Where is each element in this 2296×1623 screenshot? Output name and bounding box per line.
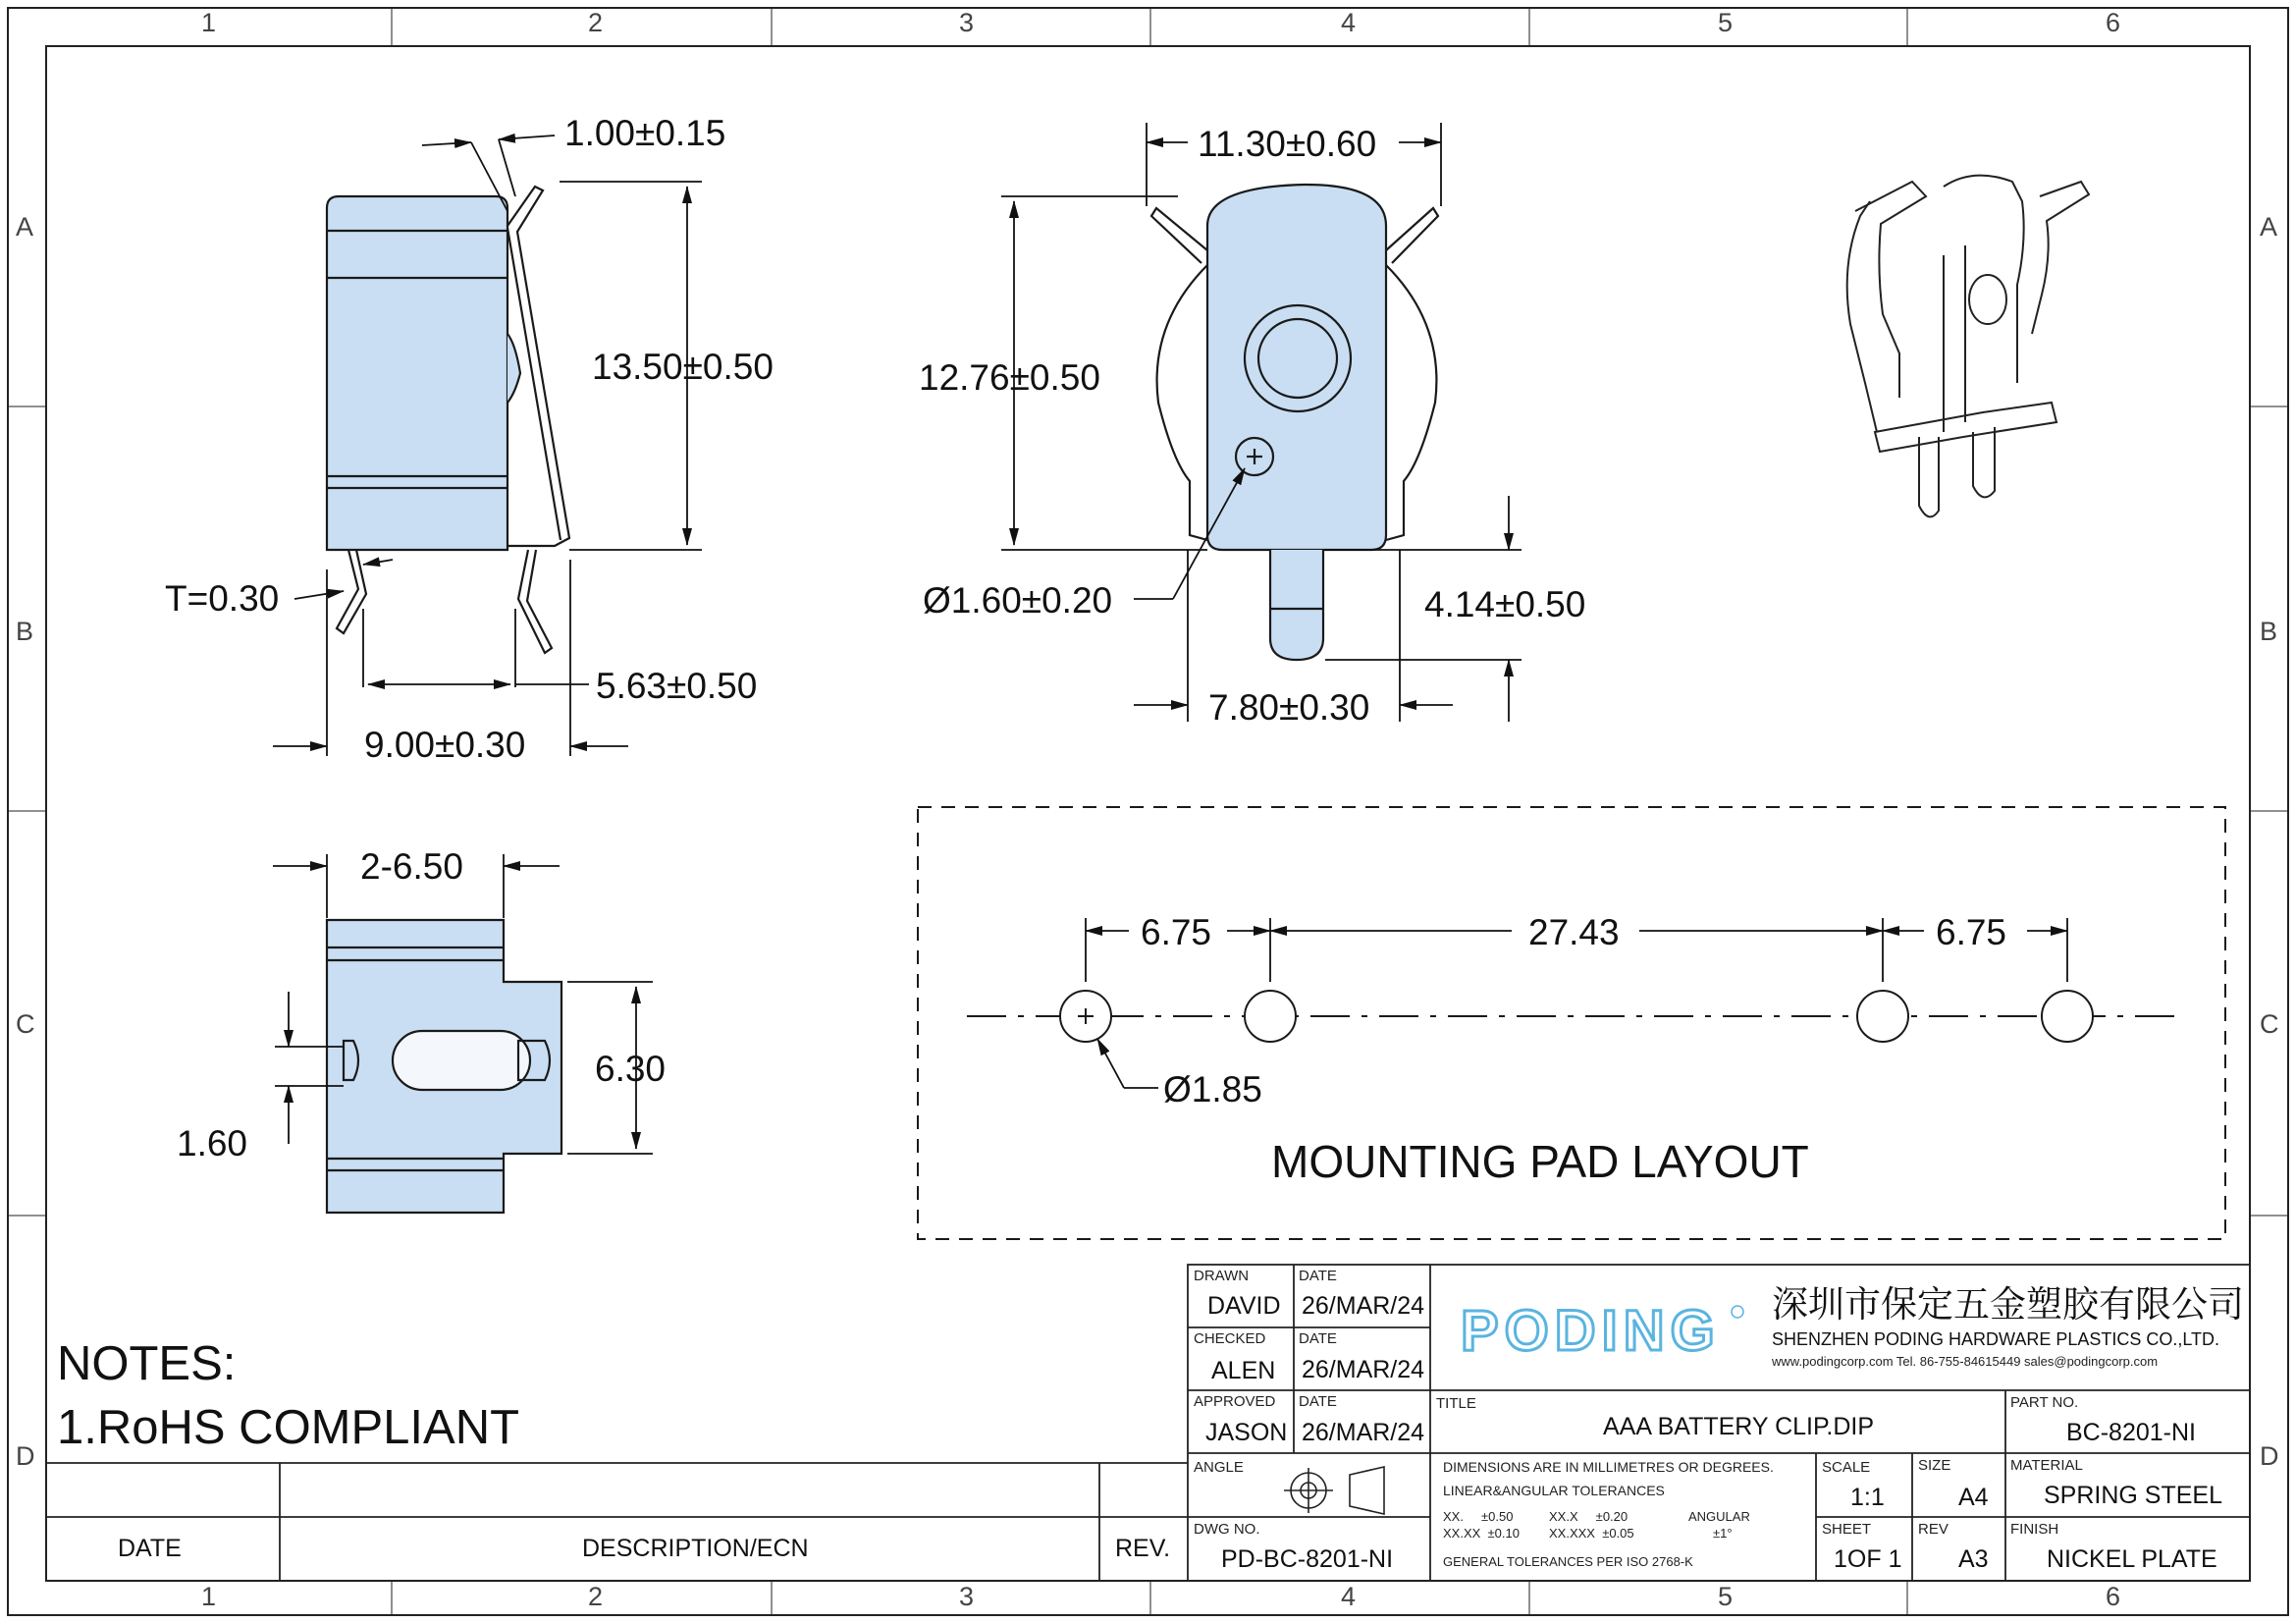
drawn-value: DAVID — [1207, 1292, 1281, 1320]
approved-value: JASON — [1205, 1419, 1288, 1446]
zone-col-1-bottom: 1 — [201, 1582, 217, 1611]
zone-col-6-top: 6 — [2106, 8, 2121, 37]
zone-row-c-left: C — [16, 1009, 35, 1039]
rev-date-header: DATE — [118, 1535, 182, 1562]
dim-material-t: T=0.30 — [165, 578, 280, 619]
logo-graphic — [1461, 1299, 1743, 1363]
dwg-no-label: DWG NO. — [1194, 1521, 1260, 1538]
material-value: SPRING STEEL — [2044, 1482, 2222, 1509]
finish-value: NICKEL PLATE — [2047, 1545, 2217, 1573]
checked-value: ALEN — [1211, 1357, 1276, 1384]
sheet-label: SHEET — [1822, 1521, 1872, 1538]
scale-value: 1:1 — [1850, 1484, 1885, 1511]
drawn-date-value: 26/MAR/24 — [1302, 1292, 1425, 1320]
drawn-label: DRAWN — [1194, 1268, 1250, 1284]
front-view — [1151, 185, 1438, 660]
tolerance-angle-value: ±1° — [1713, 1526, 1733, 1541]
approved-label: APPROVED — [1194, 1393, 1276, 1410]
part-no-label: PART NO. — [2010, 1394, 2079, 1411]
company-contact: www.podingcorp.com Tel. 86-755-84615449 sales@podingcorp.com — [1772, 1354, 2159, 1369]
pad-layout-title: MOUNTING PAD LAYOUT — [1271, 1136, 1809, 1187]
title-label: TITLE — [1436, 1395, 1476, 1412]
zone-row-d-left: D — [16, 1441, 35, 1471]
dwg-no-value: PD-BC-8201-NI — [1221, 1545, 1394, 1573]
revision-block — [46, 1463, 1188, 1581]
zone-col-4-top: 4 — [1341, 8, 1357, 37]
size-label: SIZE — [1918, 1457, 1951, 1474]
angle-label: ANGLE — [1194, 1459, 1244, 1476]
approved-date-label: DATE — [1299, 1393, 1337, 1410]
tolerance-note-1: DIMENSIONS ARE IN MILLIMETRES OR DEGREES. — [1443, 1459, 1774, 1475]
zone-col-1-top: 1 — [201, 8, 217, 37]
notes-line-1: 1.RoHS COMPLIANT — [57, 1401, 520, 1454]
dim-pad-diameter: Ø1.85 — [1163, 1069, 1262, 1109]
rev-rev-header: REV. — [1115, 1535, 1171, 1562]
rev-label: REV — [1918, 1521, 1949, 1538]
company-name-cn: 深圳市保定五金塑胶有限公司 — [1772, 1284, 2244, 1325]
dim-side-thickness: 1.00±0.15 — [564, 113, 726, 153]
part-no-value: BC-8201-NI — [2066, 1419, 2196, 1446]
dim-pad-left: 6.75 — [1141, 912, 1212, 952]
dim-pin-spacing: 7.80±0.30 — [1208, 687, 1370, 728]
zone-row-a-left: A — [16, 212, 34, 242]
zone-col-5-top: 5 — [1718, 8, 1734, 37]
tolerance-note-2: LINEAR&ANGULAR TOLERANCES — [1443, 1483, 1665, 1498]
dim-pad-right: 6.75 — [1936, 912, 2007, 952]
dim-side-height: 13.50±0.50 — [592, 347, 774, 387]
side-view — [327, 187, 569, 653]
tolerance-angular-label: ANGULAR — [1688, 1509, 1750, 1524]
sheet-value: 1OF 1 — [1834, 1545, 1902, 1573]
checked-date-value: 26/MAR/24 — [1302, 1356, 1425, 1383]
zone-col-6-bottom: 6 — [2106, 1582, 2121, 1611]
dim-side-inner-width: 5.63±0.50 — [596, 666, 758, 706]
dim-pad-center: 27.43 — [1528, 912, 1620, 952]
tolerance-general: GENERAL TOLERANCES PER ISO 2768-K — [1443, 1554, 1693, 1569]
rev-value: A3 — [1958, 1545, 1989, 1573]
zone-col-2-top: 2 — [588, 8, 604, 37]
drawing-title: AAA BATTERY CLIP.DIP — [1603, 1413, 1875, 1440]
scale-label: SCALE — [1822, 1459, 1871, 1476]
tolerance-xxxxx: XX.XXX ±0.05 — [1549, 1526, 1634, 1541]
material-label: MATERIAL — [2010, 1457, 2083, 1474]
zone-row-a-right: A — [2260, 212, 2278, 242]
dim-hole-diameter: Ø1.60±0.20 — [923, 580, 1113, 621]
approved-date-value: 26/MAR/24 — [1302, 1419, 1425, 1446]
isometric-view — [1847, 176, 2089, 517]
top-view — [327, 920, 561, 1213]
dim-front-width: 11.30±0.60 — [1198, 124, 1377, 164]
notes-heading: NOTES: — [57, 1337, 237, 1390]
size-value: A4 — [1958, 1484, 1989, 1511]
zone-col-3-bottom: 3 — [959, 1582, 975, 1611]
zone-col-4-bottom: 4 — [1341, 1582, 1357, 1611]
zone-row-c-right: C — [2260, 1009, 2279, 1039]
dim-side-total-width: 9.00±0.30 — [364, 725, 526, 765]
dim-top-slot: 1.60 — [177, 1123, 248, 1163]
zone-col-2-bottom: 2 — [588, 1582, 604, 1611]
drawn-date-label: DATE — [1299, 1268, 1337, 1284]
rev-description-header: DESCRIPTION/ECN — [582, 1535, 809, 1562]
checked-date-label: DATE — [1299, 1330, 1337, 1347]
dim-pin-length: 4.14±0.50 — [1424, 584, 1586, 624]
company-name-en: SHENZHEN PODING HARDWARE PLASTICS CO.,LTD. — [1772, 1329, 2220, 1349]
tolerance-xx: XX. ±0.50 — [1443, 1509, 1514, 1524]
zone-col-3-top: 3 — [959, 8, 975, 37]
checked-label: CHECKED — [1194, 1330, 1266, 1347]
zone-row-b-right: B — [2260, 617, 2278, 646]
dim-front-height: 12.76±0.50 — [919, 357, 1100, 398]
projection-symbol — [1284, 1467, 1384, 1514]
zone-row-d-right: D — [2260, 1441, 2279, 1471]
dim-top-height: 6.30 — [595, 1049, 667, 1089]
zone-col-5-bottom: 5 — [1718, 1582, 1734, 1611]
zone-row-b-left: B — [16, 617, 34, 646]
finish-label: FINISH — [2010, 1521, 2059, 1538]
tolerance-xxx: XX.X ±0.20 — [1549, 1509, 1629, 1524]
company-logo-text: PODING — [1461, 1299, 1721, 1363]
dim-top-tabs: 2-6.50 — [360, 846, 463, 887]
tolerance-xxxx: XX.XX ±0.10 — [1443, 1526, 1520, 1541]
